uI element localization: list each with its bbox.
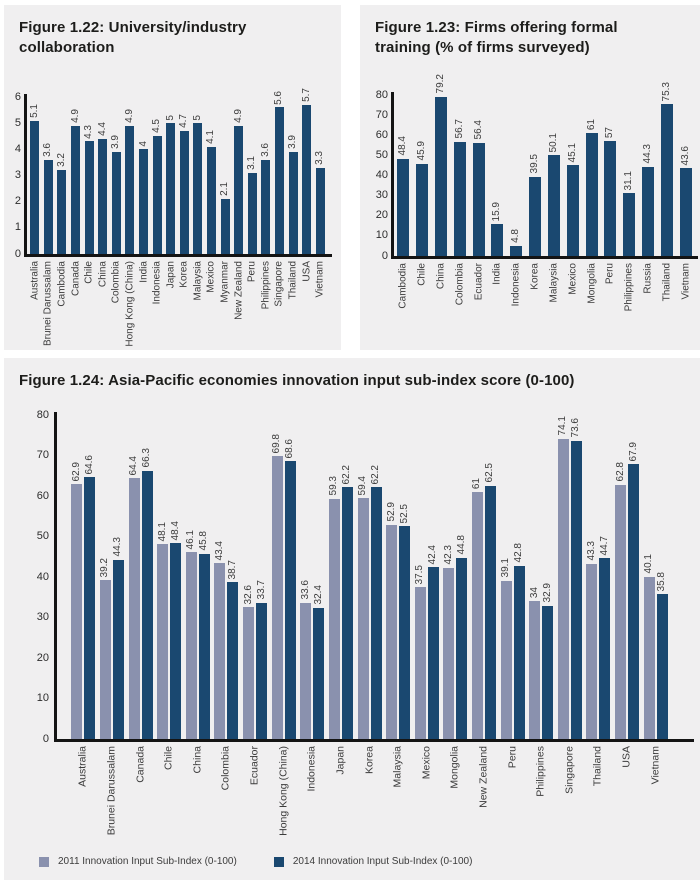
- bar: [256, 603, 267, 739]
- bar: [166, 123, 175, 254]
- x-axis-label: Philippines: [623, 263, 635, 312]
- bar-value-label: 61: [585, 119, 597, 131]
- x-axis-label: China: [191, 746, 204, 774]
- bar: [170, 543, 181, 739]
- x-axis-label: Korea: [363, 746, 375, 775]
- bar: [193, 123, 202, 254]
- bar-value-label: 56.4: [472, 120, 484, 140]
- bar: [604, 141, 616, 256]
- bar: [415, 587, 426, 739]
- x-axis-label: Japan: [165, 261, 177, 289]
- x-axis-line: [391, 256, 698, 259]
- figure-1-22-chart: [4, 5, 341, 350]
- bar: [329, 499, 340, 739]
- legend-swatch-2014: [274, 857, 284, 867]
- x-axis-label: USA: [620, 746, 633, 768]
- bar: [100, 580, 111, 739]
- x-axis-label: New Zealand: [477, 746, 490, 808]
- y-axis-tick-label: 10: [375, 229, 388, 242]
- bar: [456, 558, 467, 739]
- y-axis-tick-label: 60: [36, 489, 49, 502]
- y-axis-tick-label: 10: [36, 692, 49, 704]
- x-axis-label: Cambodia: [397, 263, 409, 309]
- bar: [300, 603, 311, 739]
- figure-1-24-chart: [4, 358, 700, 880]
- bar-value-label: 4.8: [510, 229, 522, 244]
- bar-value-label: 3.3: [314, 150, 326, 165]
- y-axis-tick-label: 6: [14, 90, 21, 103]
- y-axis-tick-label: 50: [375, 148, 388, 161]
- bar: [642, 167, 654, 256]
- bar-value-label: 52.5: [398, 503, 410, 524]
- bar: [261, 160, 270, 254]
- bar-value-label: 64.6: [83, 454, 95, 475]
- y-axis-tick-label: 0: [381, 249, 388, 262]
- bar-value-label: 39.2: [99, 557, 111, 578]
- x-axis-label: Mexico: [567, 263, 579, 295]
- x-axis-label: Mexico: [420, 746, 433, 780]
- bar: [199, 554, 210, 739]
- bar: [567, 165, 579, 256]
- bar: [227, 582, 238, 739]
- bar-value-label: 42.8: [513, 543, 525, 563]
- x-axis-label: Hong Kong (China): [124, 261, 136, 347]
- bar-value-label: 4.5: [151, 119, 163, 134]
- x-axis-label: Hong Kong (China): [277, 746, 290, 836]
- bar: [214, 563, 225, 739]
- x-axis-label: Philippines: [260, 261, 272, 310]
- bar: [113, 560, 124, 739]
- bar: [358, 498, 369, 739]
- bar: [386, 525, 397, 739]
- x-axis-label: Australia: [29, 261, 41, 300]
- bar: [221, 199, 230, 254]
- bar-value-label: 40.1: [643, 554, 655, 574]
- x-axis-label: Vietnam: [680, 263, 692, 300]
- bar: [139, 149, 148, 254]
- figure-1-23-title: Figure 1.23: Firms offering formal training (% of firms surveyed): [375, 19, 618, 56]
- bar-value-label: 44.3: [112, 537, 124, 557]
- x-axis-label: Indonesia: [305, 746, 318, 792]
- x-axis-label: Cambodia: [56, 261, 68, 307]
- x-axis-label: Canada: [134, 746, 147, 783]
- x-axis-label: Thailand: [287, 261, 299, 300]
- x-axis-label: New Zealand: [233, 261, 245, 320]
- x-axis-label: Canada: [70, 261, 82, 297]
- bar-value-label: 43.4: [213, 540, 225, 561]
- y-axis-tick-label: 0: [42, 732, 49, 745]
- bar: [302, 105, 311, 254]
- figure-1-24-title: Figure 1.24: Asia-Pacific economies innovation input sub-index score (0-100): [19, 372, 575, 389]
- bar: [207, 147, 216, 254]
- bar: [542, 606, 553, 739]
- bar-value-label: 4.7: [178, 114, 190, 129]
- bar-value-label: 62.5: [484, 463, 496, 483]
- y-axis-line: [391, 92, 394, 259]
- bar-value-label: 3.6: [42, 142, 54, 157]
- legend-label-2011: 2011 Innovation Input Sub-Index (0-100): [58, 856, 237, 867]
- x-axis-label: Australia: [76, 746, 89, 787]
- x-axis-line: [24, 254, 332, 257]
- bar: [680, 168, 692, 256]
- x-axis-label: Malaysia: [391, 746, 404, 788]
- x-axis-label: Peru: [506, 746, 519, 769]
- y-axis-tick-label: 5: [14, 116, 21, 129]
- bar-value-label: 62.2: [341, 464, 353, 485]
- bar-value-label: 62.9: [70, 461, 82, 482]
- bar-value-label: 3.6: [259, 142, 271, 157]
- bar: [57, 170, 66, 254]
- legend-swatch-2011: [39, 857, 49, 867]
- y-axis-tick-label: 60: [375, 128, 388, 141]
- bar: [125, 126, 134, 254]
- bar-value-label: 5.6: [273, 90, 285, 105]
- bar-value-label: 48.1: [156, 521, 168, 542]
- bar-value-label: 37.5: [414, 564, 426, 585]
- bar: [586, 564, 597, 739]
- bar: [548, 155, 560, 256]
- x-axis-label: Brunei Darussalam: [105, 746, 118, 836]
- x-axis-label: Mexico: [205, 261, 217, 293]
- x-axis-label: Indonesia: [510, 263, 522, 307]
- bar-value-label: 3.2: [55, 153, 67, 168]
- bar: [586, 133, 598, 256]
- bar-value-label: 15.9: [491, 201, 503, 222]
- x-axis-label: Singapore: [273, 261, 285, 307]
- bar-value-label: 32.6: [242, 584, 254, 604]
- y-axis-tick-label: 50: [36, 530, 49, 542]
- x-axis-label: Brunei Darussalam: [42, 261, 54, 347]
- x-axis-label: Korea: [529, 263, 541, 290]
- y-axis-tick-label: 70: [375, 108, 388, 121]
- bar-value-label: 75.3: [660, 82, 672, 102]
- bar: [84, 477, 95, 739]
- bar-value-label: 62.2: [370, 464, 381, 485]
- x-axis-label: USA: [301, 261, 313, 282]
- y-axis-tick-label: 0: [14, 247, 21, 260]
- x-axis-label: India: [138, 261, 150, 283]
- bar-value-label: 38.7: [226, 559, 238, 580]
- bar: [98, 139, 107, 254]
- x-axis-label: Thailand: [591, 746, 604, 787]
- y-axis-line: [24, 94, 27, 257]
- bar-value-label: 44.3: [641, 144, 653, 164]
- bar: [272, 456, 283, 739]
- bar: [529, 601, 540, 739]
- bar: [129, 478, 140, 739]
- figure-1-24-panel: [4, 358, 700, 880]
- bar-value-label: 56.7: [453, 119, 465, 139]
- bar: [399, 526, 410, 739]
- bar: [342, 487, 353, 739]
- x-axis-line: [54, 739, 694, 742]
- x-axis-label: India: [491, 263, 503, 285]
- x-axis-label: Philippines: [534, 746, 547, 797]
- bar-value-label: 39.1: [500, 558, 512, 578]
- y-axis-tick-label: 3: [14, 169, 21, 181]
- bar-value-label: 59.4: [357, 475, 368, 496]
- bar: [30, 121, 39, 254]
- y-axis-tick-label: 40: [375, 169, 388, 181]
- bar-value-label: 67.9: [627, 441, 639, 462]
- bar: [85, 141, 94, 254]
- bar: [71, 126, 80, 254]
- bar: [623, 193, 635, 256]
- bar: [657, 594, 668, 739]
- bar-value-label: 57: [604, 127, 616, 139]
- bar-value-label: 31.1: [623, 170, 635, 191]
- bar-value-label: 3.9: [287, 135, 299, 149]
- bar-value-label: 43.6: [679, 145, 691, 166]
- bar-value-label: 3.1: [246, 155, 258, 170]
- bar-value-label: 4.9: [123, 108, 135, 123]
- bar: [275, 107, 284, 254]
- x-axis-label: Ecuador: [473, 263, 485, 301]
- x-axis-label: Korea: [178, 261, 190, 288]
- bar-value-label: 4.3: [83, 124, 95, 139]
- bar: [316, 168, 325, 254]
- bar: [571, 441, 582, 739]
- bar: [558, 439, 569, 739]
- bar: [180, 131, 189, 254]
- bar: [397, 159, 409, 256]
- bar-value-label: 34: [528, 587, 540, 599]
- bar: [628, 464, 639, 739]
- bar-value-label: 39.5: [529, 154, 541, 174]
- bar: [510, 246, 522, 256]
- bar-value-label: 44.8: [455, 535, 467, 555]
- bar: [443, 568, 454, 739]
- y-axis-tick-label: 4: [14, 142, 21, 155]
- x-axis-label: Colombia: [110, 261, 122, 304]
- bar-value-label: 32.4: [312, 585, 324, 605]
- bar-value-label: 66.3: [141, 448, 153, 468]
- y-axis-tick-label: 80: [36, 408, 49, 421]
- bar-value-label: 4.1: [205, 129, 217, 144]
- bar-value-label: 33.7: [255, 580, 267, 600]
- x-axis-label: Vietnam: [314, 261, 326, 298]
- x-axis-label: China: [97, 261, 109, 288]
- bar-value-label: 33.6: [299, 580, 311, 600]
- figure-1-22-title: Figure 1.22: University/industry collaboration: [19, 19, 247, 56]
- bar-value-label: 46.1: [185, 529, 197, 550]
- y-axis-tick-label: 80: [375, 88, 388, 101]
- x-axis-label: Malaysia: [192, 261, 204, 301]
- bar: [435, 97, 447, 256]
- bar-value-label: 68.6: [284, 438, 296, 459]
- y-axis-tick-label: 20: [375, 209, 388, 222]
- bar-value-label: 35.8: [656, 571, 668, 592]
- x-axis-label: Chile: [83, 261, 95, 284]
- bar-value-label: 69.8: [271, 433, 283, 454]
- bar-value-label: 3.9: [110, 135, 122, 149]
- bar: [501, 581, 512, 739]
- bar-value-label: 5: [191, 114, 203, 121]
- bar: [529, 177, 541, 256]
- x-axis-label: Chile: [416, 263, 428, 286]
- bar-value-label: 43.3: [585, 541, 597, 561]
- y-axis-tick-label: 20: [36, 651, 49, 664]
- bar-value-label: 5: [164, 114, 176, 121]
- bar-value-label: 42.3: [442, 545, 454, 565]
- figure-1-23-panel: [360, 5, 700, 350]
- y-axis-tick-label: 1: [14, 221, 21, 234]
- y-axis-tick-label: 40: [36, 570, 49, 583]
- bar: [416, 164, 428, 256]
- x-axis-label: Colombia: [454, 263, 466, 306]
- bar: [153, 136, 162, 254]
- bar: [285, 461, 296, 739]
- bar-value-label: 4.9: [69, 108, 81, 123]
- y-axis-tick-label: 30: [375, 189, 388, 202]
- x-axis-label: Russia: [642, 263, 654, 294]
- bar: [71, 484, 82, 739]
- bar: [44, 160, 53, 254]
- bar: [615, 485, 626, 739]
- bar: [428, 567, 439, 739]
- bar-value-label: 61: [471, 477, 483, 489]
- y-axis-tick-label: 30: [36, 611, 49, 623]
- y-axis-tick-label: 2: [14, 195, 21, 208]
- legend-label-2014: 2014 Innovation Input Sub-Index (0-100): [292, 856, 473, 867]
- x-axis-label: Thailand: [661, 263, 673, 302]
- x-axis-label: Vietnam: [649, 746, 662, 785]
- bar: [142, 471, 153, 740]
- figure-1-23-chart: [360, 5, 700, 350]
- x-axis-label: Singapore: [563, 746, 576, 794]
- bar: [485, 486, 496, 739]
- bar: [186, 552, 197, 739]
- bar-value-label: 79.2: [435, 74, 447, 94]
- bar-value-label: 59.3: [328, 476, 340, 496]
- bar-value-label: 4.9: [232, 108, 244, 123]
- bar-value-label: 42.4: [427, 544, 439, 565]
- bar: [599, 558, 610, 739]
- bar-value-label: 45.1: [566, 142, 578, 163]
- bar-value-label: 44.7: [598, 535, 610, 555]
- bar: [112, 152, 121, 254]
- bar-value-label: 50.1: [547, 132, 559, 153]
- y-axis-line: [54, 412, 57, 742]
- bar-value-label: 4: [137, 140, 149, 147]
- bar: [234, 126, 243, 254]
- bar-value-label: 5.7: [300, 87, 312, 102]
- x-axis-label: Colombia: [219, 746, 232, 791]
- bar: [514, 566, 525, 739]
- x-axis-label: Indonesia: [151, 261, 163, 305]
- bar-value-label: 45.9: [416, 141, 428, 161]
- bar: [491, 224, 503, 256]
- x-axis-label: Peru: [604, 263, 616, 285]
- bar: [243, 607, 254, 739]
- x-axis-label: Myanmar: [219, 261, 231, 303]
- bar: [472, 492, 483, 739]
- y-axis-tick-label: 70: [36, 449, 49, 461]
- bar: [289, 152, 298, 254]
- bar: [454, 142, 466, 256]
- bar-value-label: 62.8: [614, 462, 626, 482]
- x-axis-label: Japan: [334, 746, 347, 775]
- bar-value-label: 73.6: [570, 418, 582, 438]
- bar-value-label: 64.4: [128, 455, 140, 476]
- x-axis-label: Mongolia: [586, 263, 598, 304]
- x-axis-label: Ecuador: [248, 746, 261, 786]
- bar: [248, 173, 257, 254]
- bar: [473, 143, 485, 257]
- bar-value-label: 5.1: [28, 103, 40, 118]
- bar-value-label: 45.8: [198, 531, 210, 551]
- bar-value-label: 4.4: [96, 121, 108, 136]
- x-axis-label: Mongolia: [448, 746, 461, 789]
- x-axis-label: Chile: [162, 746, 175, 770]
- figure-1-22-panel: [4, 5, 341, 350]
- x-axis-label: China: [435, 263, 447, 290]
- bar-value-label: 2.1: [219, 182, 231, 197]
- x-axis-label: Malaysia: [548, 263, 560, 303]
- bar: [644, 577, 655, 739]
- bar-value-label: 74.1: [557, 416, 569, 436]
- bar: [371, 487, 382, 739]
- bar-value-label: 48.4: [397, 136, 409, 156]
- bar-value-label: 48.4: [169, 520, 181, 540]
- bar-value-label: 52.9: [385, 502, 397, 522]
- chart-legend: [39, 855, 472, 868]
- bar: [661, 104, 673, 256]
- bar-value-label: 32.9: [541, 583, 553, 603]
- bar: [157, 544, 168, 739]
- bar: [313, 608, 324, 739]
- x-axis-label: Peru: [246, 261, 258, 283]
